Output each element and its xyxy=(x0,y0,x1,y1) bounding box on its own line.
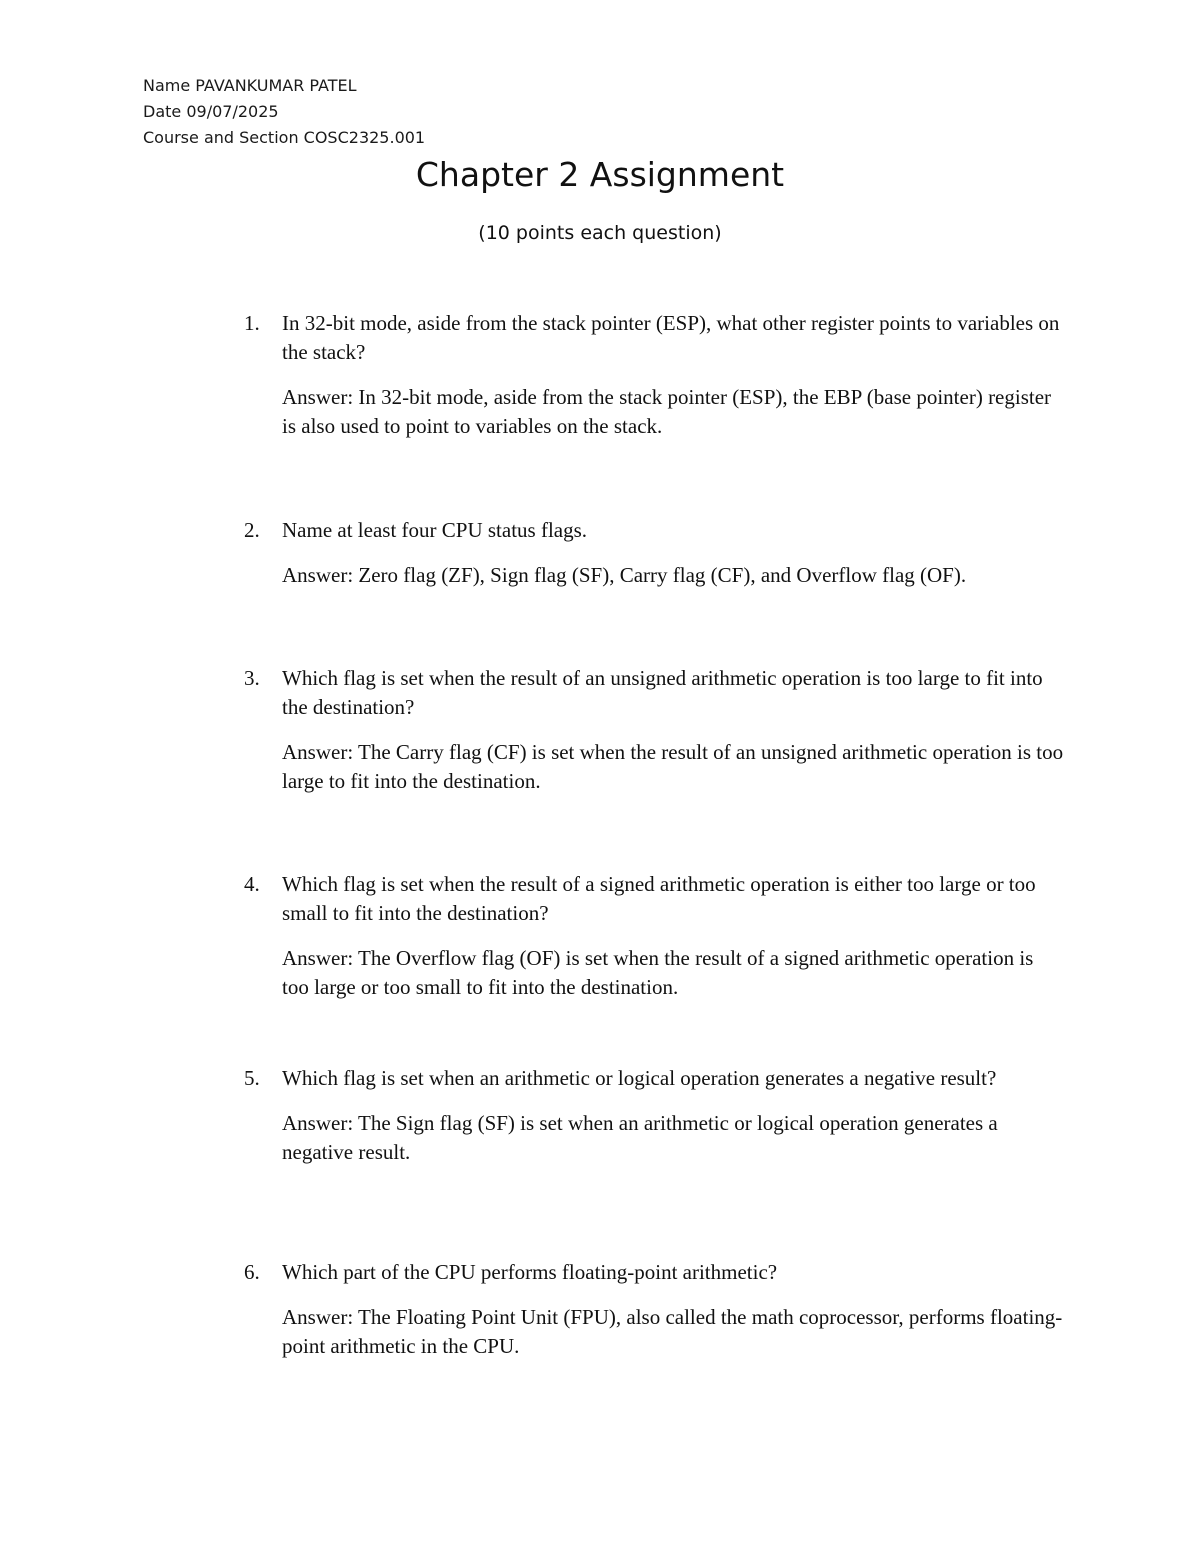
question-text: Which part of the CPU performs floating-point arithmetic? xyxy=(282,1260,778,1284)
answer-text: Answer: The Sign flag (SF) is set when an arithmetic or logical operation generates a negative result. xyxy=(282,1111,998,1164)
question-item-5 xyxy=(244,1064,1064,1167)
question-number: 4. xyxy=(244,872,260,896)
answer-text: Answer: The Floating Point Unit (FPU), also called the math coprocessor, performs floating-point arithmetic in the CPU. xyxy=(282,1305,1063,1358)
question-text: Name at least four CPU status flags. xyxy=(282,518,588,542)
question-text: Which flag is set when an arithmetic or logical operation generates a negative result? xyxy=(282,1066,997,1090)
question-item-1 xyxy=(244,309,1064,441)
assignment-date: Date 09/07/2025 xyxy=(143,102,279,121)
answer-text: Answer: The Carry flag (CF) is set when the result of an unsigned arithmetic operation is too large to fit into the destination. xyxy=(282,740,1064,793)
question-text: Which flag is set when the result of an unsigned arithmetic operation is too large to fit into the destination? xyxy=(282,666,1043,719)
question-number: 3. xyxy=(244,666,260,690)
answer-text: Answer: Zero flag (ZF), Sign flag (SF), Carry flag (CF), and Overflow flag (OF). xyxy=(282,563,967,587)
question-number: 5. xyxy=(244,1066,260,1090)
answer-text: Answer: The Overflow flag (OF) is set when the result of a signed arithmetic operation is too large or too small to fit into the destination. xyxy=(282,946,1034,999)
header-block xyxy=(143,73,425,151)
question-item-4 xyxy=(244,870,1064,1002)
question-number: 1. xyxy=(244,311,260,335)
question-text: Which flag is set when the result of a signed arithmetic operation is either too large or too small to fit into the destination? xyxy=(282,872,1036,925)
answer-text: Answer: In 32-bit mode, aside from the stack pointer (ESP), the EBP (base pointer) register is also used to point to variables on the stack. xyxy=(282,385,1052,438)
student-name: Name PAVANKUMAR PATEL xyxy=(143,76,357,95)
page-title: Chapter 2 Assignment xyxy=(415,155,785,194)
question-number: 2. xyxy=(244,518,260,542)
question-item-3 xyxy=(244,664,1064,796)
points-subtitle: (10 points each question) xyxy=(478,222,722,244)
question-text: In 32-bit mode, aside from the stack pointer (ESP), what other register points to variables on the stack? xyxy=(282,311,1060,364)
question-item-2 xyxy=(244,516,1064,590)
course-section: Course and Section COSC2325.001 xyxy=(143,128,426,147)
question-number: 6. xyxy=(244,1260,260,1284)
question-item-6 xyxy=(244,1258,1064,1361)
